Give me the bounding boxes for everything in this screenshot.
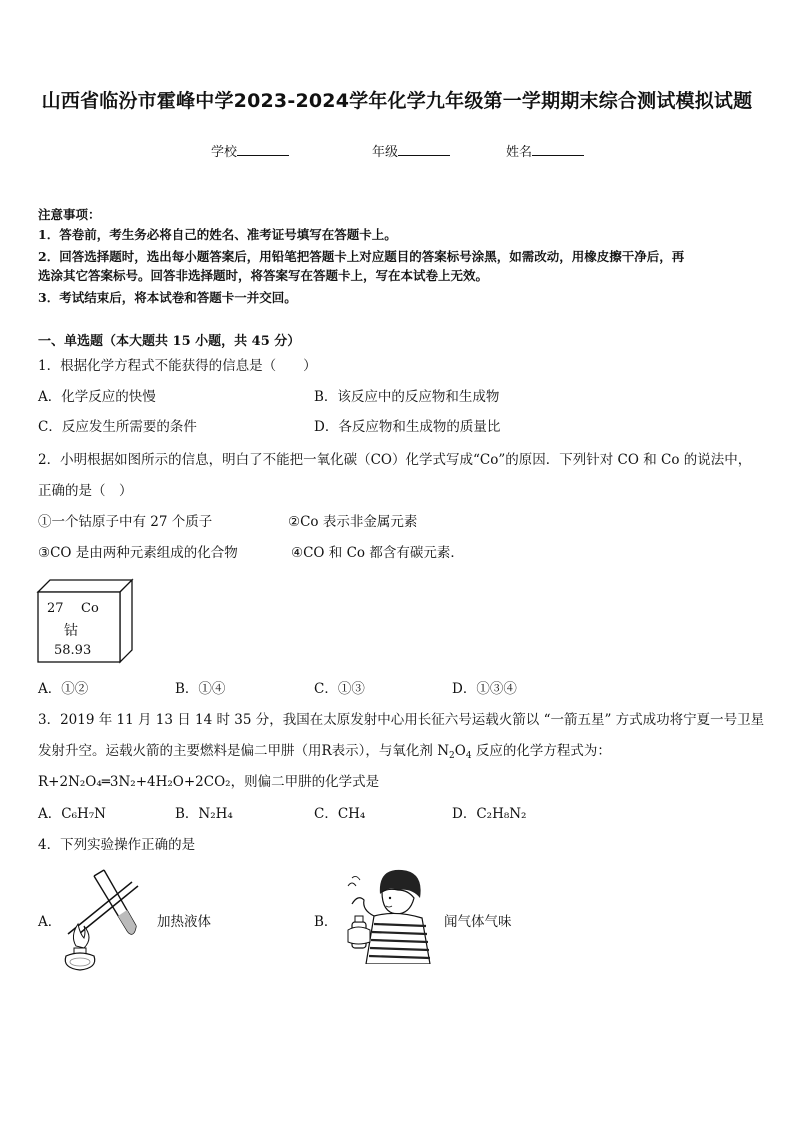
note-2b: 选涂其它答案标号。回答非选择题时，将答案写在答题卡上，写在本试卷上无效。 bbox=[38, 268, 489, 283]
note-1: 1．答卷前，考生务必将自己的姓名、准考证号填写在答题卡上。 bbox=[38, 227, 397, 242]
q3-option-a[interactable]: A．C₆H₇N bbox=[38, 806, 106, 822]
grade-label: 年级 bbox=[372, 145, 399, 160]
q4-stem: 4．下列实验操作正确的是 bbox=[38, 837, 196, 853]
section-heading: 一、单选题（本大题共 15 小题，共 45 分） bbox=[38, 334, 301, 349]
smelling-gas-illustration bbox=[340, 864, 440, 964]
q1-stem: 1．根据化学方程式不能获得的信息是（ ） bbox=[38, 358, 317, 374]
grade-field[interactable] bbox=[372, 141, 450, 160]
name-label: 姓名 bbox=[506, 145, 533, 160]
element-atomic-number: 27 bbox=[47, 601, 64, 616]
q2-option-d[interactable]: D．①③④ bbox=[452, 681, 517, 697]
q4-option-b-caption: 闻气体气味 bbox=[444, 914, 512, 930]
q2-statement-1: ①一个钴原子中有 27 个质子 bbox=[38, 514, 213, 530]
q2-option-c[interactable]: C．①③ bbox=[314, 681, 365, 697]
note-3: 3．考试结束后，将本试卷和答题卡一并交回。 bbox=[38, 290, 297, 305]
q3-equation: R+2N₂O₄═3N₂+4H₂O+2CO₂，则偏二甲肼的化学式是 bbox=[38, 774, 380, 790]
q2-statement-4: ④CO 和 Co 都含有碳元素． bbox=[291, 545, 464, 561]
q1-option-d[interactable]: D．各反应物和生成物的质量比 bbox=[314, 419, 501, 435]
element-symbol: Co bbox=[81, 601, 99, 616]
q3-option-c[interactable]: C．CH₄ bbox=[314, 806, 366, 822]
q3-stem-1: 3．2019 年 11 月 13 日 14 时 35 分，我国在太原发射中心用长征六号运载火箭以 “一箭五星” 方式成功将宁夏一号卫星 bbox=[38, 712, 765, 728]
school-blank[interactable] bbox=[237, 143, 289, 156]
q2-option-a[interactable]: A．①② bbox=[38, 681, 89, 697]
name-blank[interactable] bbox=[532, 143, 584, 156]
grade-blank[interactable] bbox=[398, 143, 450, 156]
q3-stem-2: 发射升空。运载火箭的主要燃料是偏二甲肼（用R表示），与氧化剂 $N_2O_4$ 反应的化学方程式为： bbox=[38, 743, 611, 761]
q1-option-a[interactable]: A．化学反应的快慢 bbox=[38, 389, 156, 405]
q2-statement-2: ②Co 表示非金属元素 bbox=[288, 514, 418, 530]
q2-statement-3: ③CO 是由两种元素组成的化合物 bbox=[38, 545, 238, 561]
name-field[interactable] bbox=[506, 141, 584, 160]
q4-option-a-caption: 加热液体 bbox=[157, 914, 211, 930]
q1-option-c[interactable]: C．反应发生所需要的条件 bbox=[38, 419, 197, 435]
note-2a: 2．回答选择题时，选出每小题答案后，用铅笔把答题卡上对应题目的答案标号涂黑，如需改动，用橡皮擦干净后，再 bbox=[38, 249, 685, 264]
q4-option-b[interactable]: B． bbox=[314, 914, 338, 930]
heating-liquid-illustration bbox=[60, 858, 156, 972]
q3-option-b[interactable]: B．N₂H₄ bbox=[175, 806, 233, 822]
page-title: 山西省临汾市霍峰中学2023-2024学年化学九年级第一学期期末综合测试模拟试题 bbox=[41, 90, 753, 112]
notes-heading: 注意事项： bbox=[38, 207, 101, 222]
q2-option-b[interactable]: B．①④ bbox=[175, 681, 226, 697]
element-mass: 58.93 bbox=[54, 643, 92, 658]
q3-option-d[interactable]: D．C₂H₈N₂ bbox=[452, 806, 527, 822]
school-field[interactable] bbox=[211, 141, 289, 160]
q4-option-a[interactable]: A． bbox=[38, 914, 62, 930]
q2-stem-1: 2．小明根据如图所示的信息，明白了不能把一氧化碳（CO）化学式写成“Co”的原因．下列针对 CO 和 Co 的说法中， bbox=[38, 452, 752, 468]
q1-option-b[interactable]: B．该反应中的反应物和生成物 bbox=[314, 389, 500, 405]
school-label: 学校 bbox=[211, 145, 238, 160]
q2-stem-2: 正确的是（ ） bbox=[38, 483, 133, 499]
element-name: 钴 bbox=[64, 623, 78, 639]
